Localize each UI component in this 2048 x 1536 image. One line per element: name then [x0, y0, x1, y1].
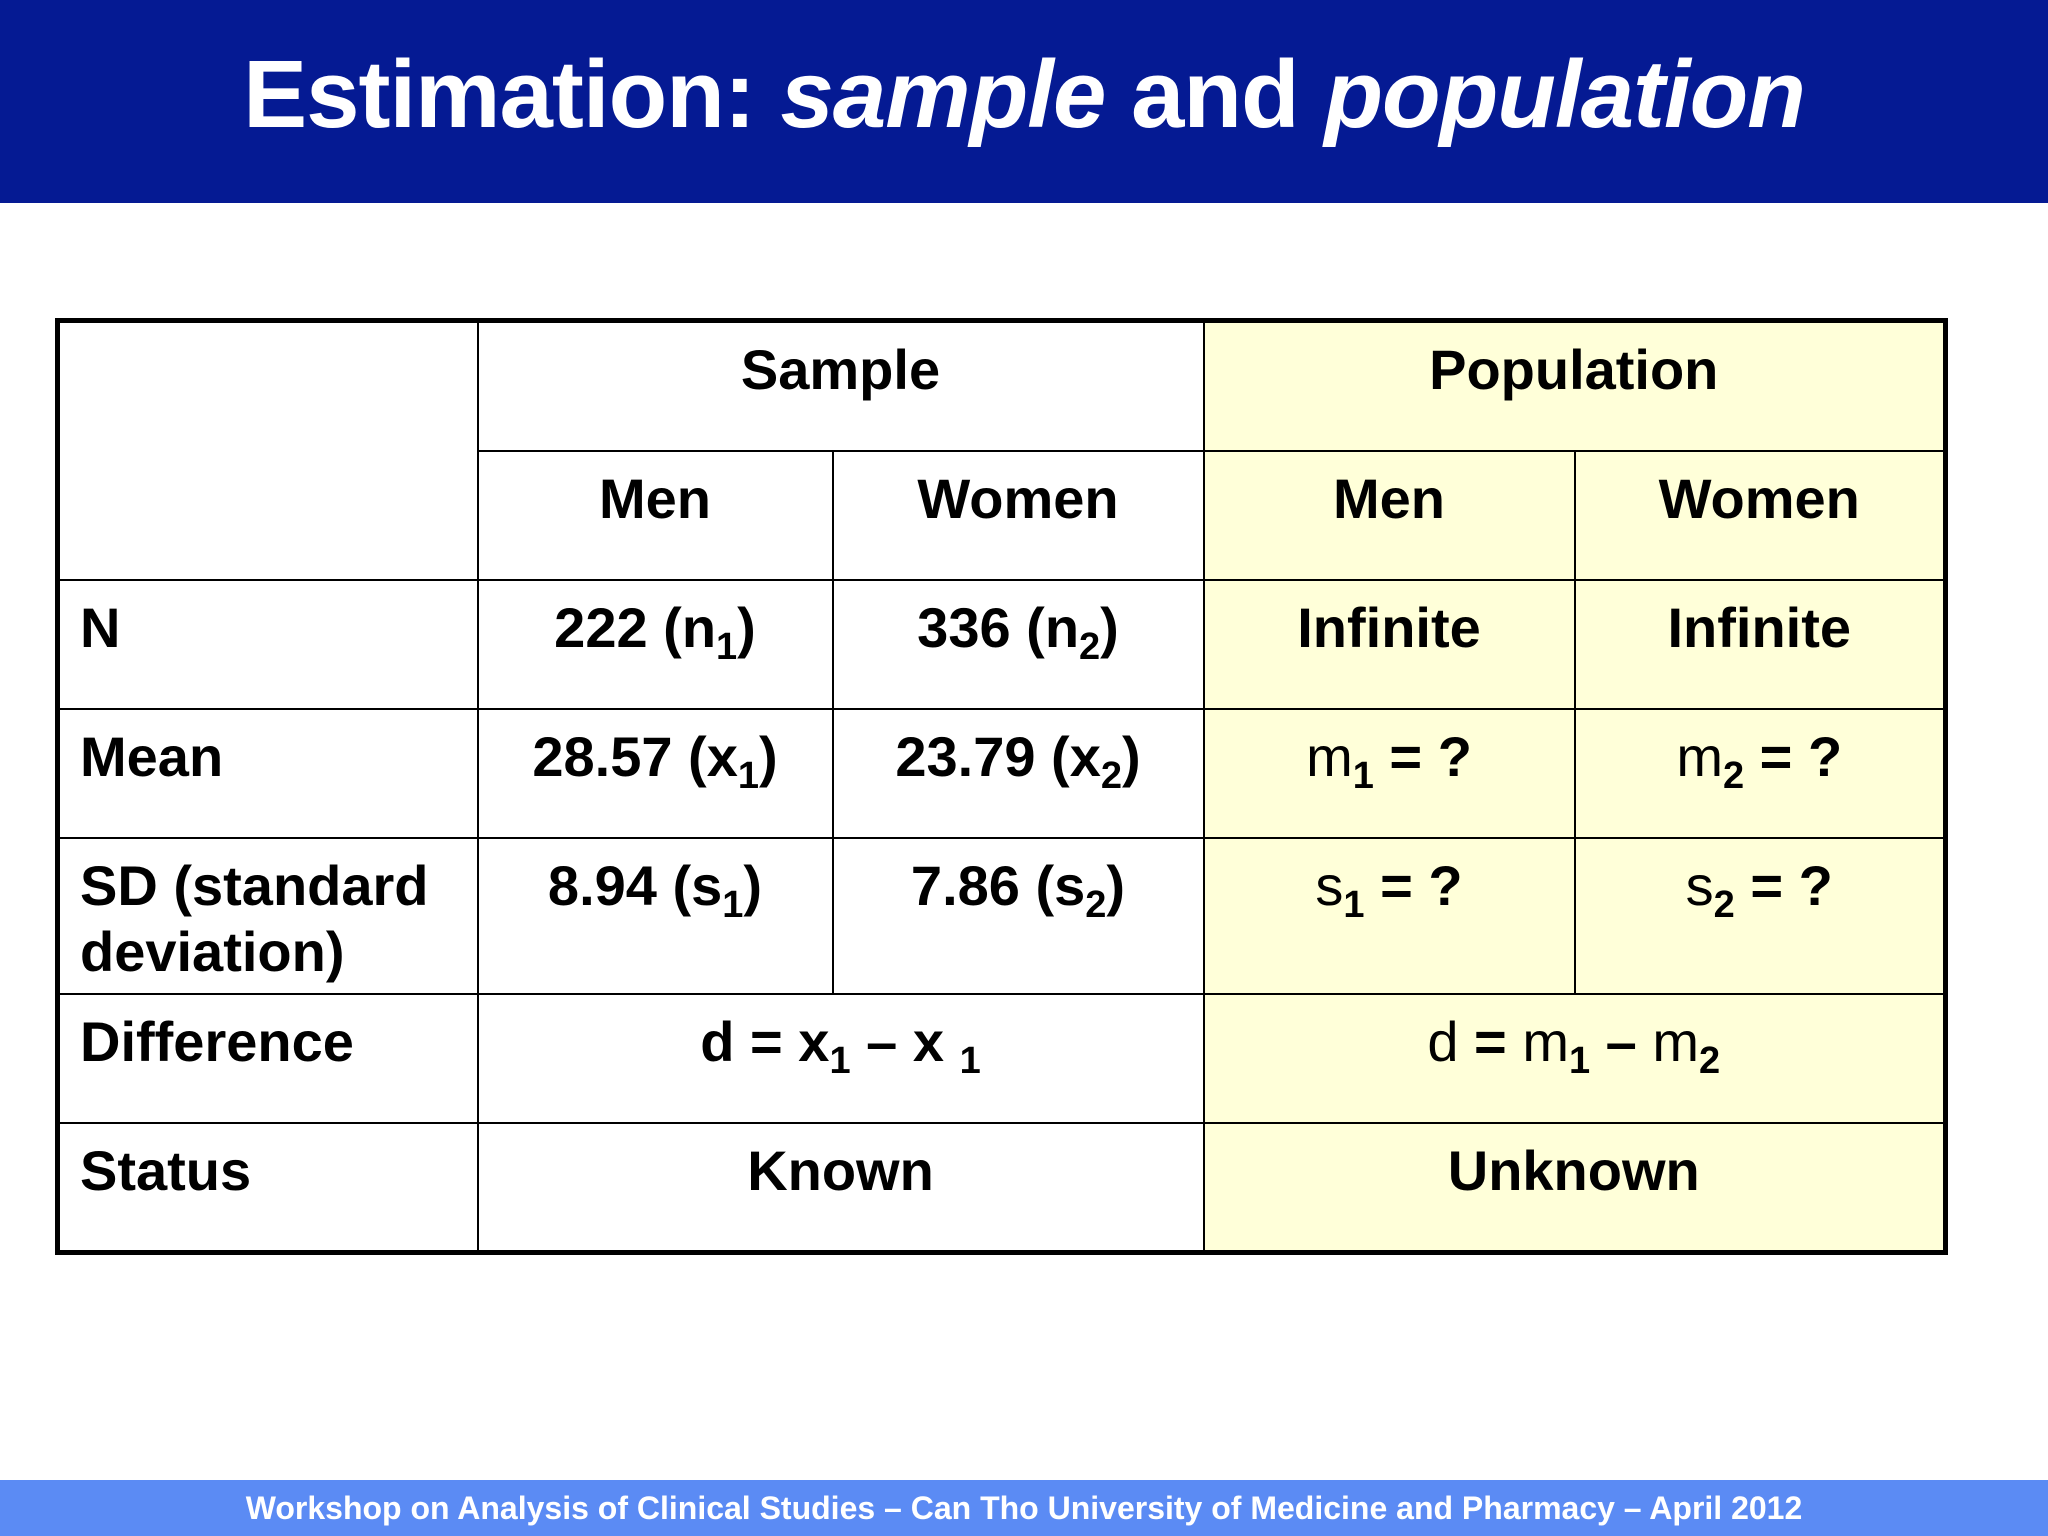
population-women-sd-rest: = ?: [1734, 853, 1833, 917]
population-men-mean-symbol: m: [1306, 724, 1353, 788]
sample-women-mean: 23.79 $(x_2)$: [833, 709, 1204, 838]
population-diff-m-a: m: [1522, 1009, 1569, 1073]
population-women-sd: [1575, 838, 1946, 994]
sample-diff-sub-a: 1: [829, 1039, 851, 1082]
population-men-sd: [1204, 838, 1575, 994]
sample-men-sd: 8.94 $(s_1)$: [478, 838, 833, 994]
sample-women-sd-sub: 2: [1085, 883, 1107, 926]
title-italic-sample: sample: [780, 40, 1106, 148]
population-diff-d: d: [1427, 1009, 1459, 1073]
mean-row-label: Mean: [58, 709, 478, 838]
estimation-table: [55, 318, 1948, 1255]
population-men-sd-symbol: s: [1315, 853, 1344, 917]
sample-women-sd-value: 7.86 (s: [910, 853, 1086, 917]
population-header: Population: [1204, 321, 1946, 451]
slide-title: [243, 40, 1805, 150]
population-men-mean-rest: = ?: [1373, 724, 1472, 788]
population-men-mean-sub: 1: [1352, 754, 1374, 797]
title-bar: [0, 0, 2048, 203]
mean-row: [58, 709, 1946, 838]
sample-women-mean-value: 23.79 (x: [895, 724, 1101, 788]
title-italic-population: population: [1324, 40, 1805, 148]
population-women-sd-symbol: s: [1685, 853, 1714, 917]
sample-men-n-sub: 1: [716, 625, 738, 668]
status-row: [58, 1123, 1946, 1253]
population-diff-sub-b: 2: [1699, 1039, 1721, 1082]
population-women-mean-symbol: m: [1676, 724, 1723, 788]
status-row-label: Status: [58, 1123, 478, 1253]
population-women-mean: [1575, 709, 1946, 838]
population-status: Unknown: [1204, 1123, 1946, 1253]
population-men-sd-rest: = ?: [1364, 853, 1463, 917]
footer-bar: [0, 1480, 2048, 1536]
footer-text: Workshop on Analysis of Clinical Studies – Can Tho University of Medicine and Pharmacy – April 2012: [245, 1489, 1803, 1526]
n-row: [58, 580, 1946, 709]
population-men-mean: [1204, 709, 1575, 838]
sample-men-mean: 28.57 $(x_1)$: [478, 709, 833, 838]
title-text-2: and: [1105, 40, 1325, 148]
population-diff-sub-a: 1: [1568, 1039, 1591, 1082]
sample-women-mean-sub: 2: [1100, 754, 1122, 797]
sample-diff-mid: – x: [850, 1009, 960, 1073]
sample-men-mean-sub: 1: [737, 754, 759, 797]
population-women-sd-sub: 2: [1713, 883, 1735, 926]
population-diff-dash: –: [1590, 1009, 1653, 1073]
sample-status: Known: [478, 1123, 1204, 1253]
sample-men-sd-sub: 1: [722, 883, 744, 926]
population-diff-eq: =: [1458, 1009, 1523, 1073]
population-women-n: Infinite: [1575, 580, 1946, 709]
n-row-label: N: [58, 580, 478, 709]
sd-row: [58, 838, 1946, 994]
difference-row-label: Difference: [58, 994, 478, 1123]
sample-women-n-sub: 2: [1079, 625, 1101, 668]
population-difference: [1204, 994, 1946, 1123]
sample-header: Sample: [478, 321, 1204, 451]
population-women-mean-sub: 2: [1722, 754, 1745, 797]
population-women-mean-rest: = ?: [1744, 724, 1843, 788]
sample-diff-sub-b: 1: [959, 1039, 981, 1082]
sample-difference: [478, 994, 1204, 1123]
sample-diff-lead: d = x: [700, 1009, 830, 1073]
population-men-header: Men: [1204, 451, 1575, 580]
sample-women-header: Women: [833, 451, 1204, 580]
difference-row: [58, 994, 1946, 1123]
sd-row-label: SD (standard deviation): [58, 838, 478, 994]
group-header-row: [58, 321, 1946, 451]
corner-cell: [58, 321, 478, 580]
sample-women-n-value: 336 (n: [917, 595, 1080, 659]
population-diff-m-b: m: [1652, 1009, 1700, 1073]
sample-men-header: Men: [478, 451, 833, 580]
sample-men-sd-value: 8.94 (s: [547, 853, 723, 917]
population-women-header: Women: [1575, 451, 1946, 580]
sample-men-mean-value: 28.57 (x: [532, 724, 738, 788]
population-men-n: Infinite: [1204, 580, 1575, 709]
sample-men-n: 222 $(n_1)$: [478, 580, 833, 709]
title-text-1: Estimation:: [243, 40, 781, 148]
sample-women-n: 336 $(n_2)$: [833, 580, 1204, 709]
population-men-sd-sub: 1: [1343, 883, 1365, 926]
sample-women-sd: 7.86 $(s_2)$: [833, 838, 1204, 994]
sample-men-n-value: 222 (n: [554, 595, 717, 659]
